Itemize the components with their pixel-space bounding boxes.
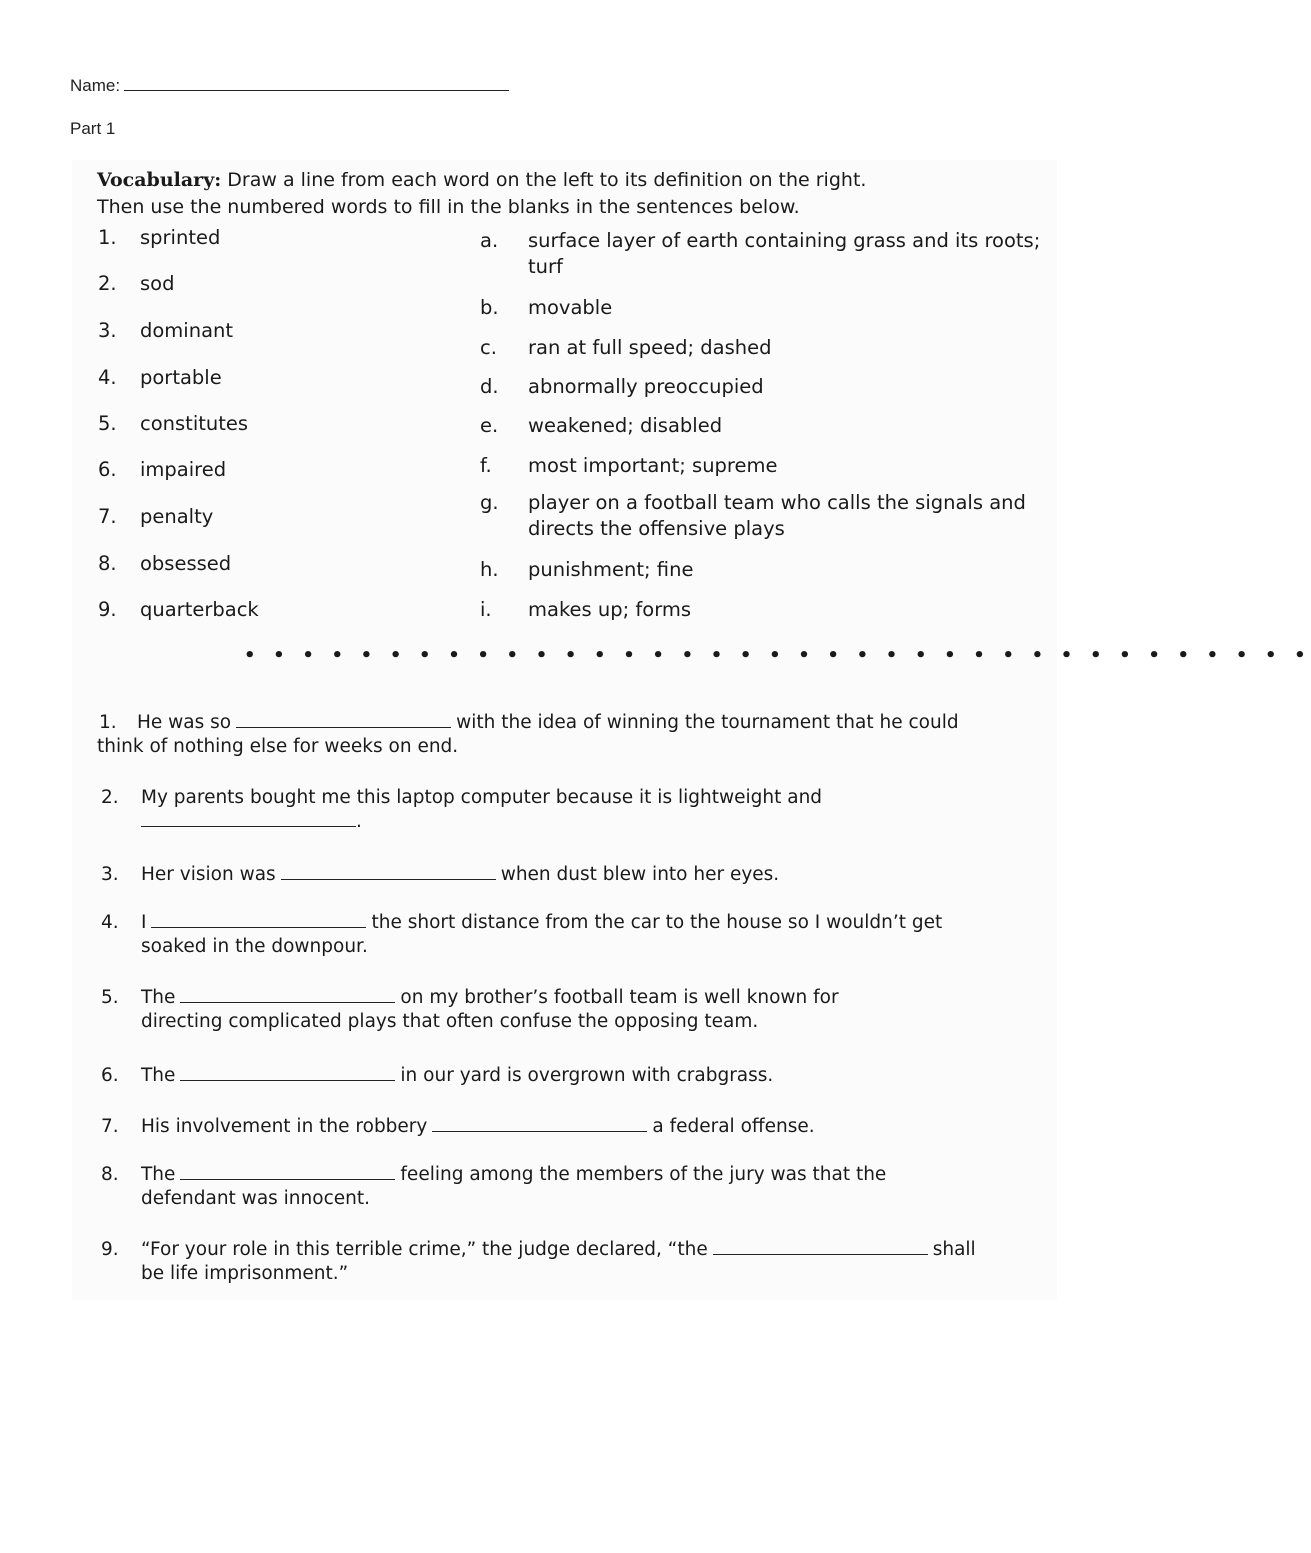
word-text: portable <box>140 366 222 389</box>
sentence-text-before: He was so <box>137 712 232 733</box>
definition-text: movable <box>528 296 613 319</box>
word-number: 7. <box>98 505 117 528</box>
sentence-continuation: be life imprisonment.” <box>141 1263 349 1284</box>
name-field <box>70 76 509 96</box>
sentence-text-after: a federal offense. <box>652 1116 815 1137</box>
sentence-text-after: with the idea of winning the tournament that he could <box>456 712 959 733</box>
answer-blank[interactable] <box>180 1066 395 1081</box>
sentence-text-before: The <box>141 1065 176 1086</box>
definition-item <box>480 490 1060 550</box>
sentence-text-after: when dust blew into her eyes. <box>500 864 780 885</box>
word-item <box>98 551 398 581</box>
answer-blank[interactable] <box>432 1117 647 1132</box>
word-item <box>98 271 398 301</box>
sentence-item <box>101 1163 1061 1215</box>
sentence-number: 1. <box>99 712 117 733</box>
sentence-text-before: My parents bought me this laptop computer because it is lightweight and <box>141 787 823 808</box>
sentence-number: 7. <box>101 1116 119 1137</box>
sentence-continuation: defendant was innocent. <box>141 1188 370 1209</box>
sentence-number: 3. <box>101 864 119 885</box>
sentence-item <box>101 786 1061 838</box>
definition-letter: e. <box>480 414 499 437</box>
sentence-item <box>101 1115 1061 1167</box>
sentence-number: 2. <box>101 787 119 808</box>
word-number: 2. <box>98 272 117 295</box>
sentence-text-before: The <box>141 1164 176 1185</box>
word-number: 1. <box>98 226 117 249</box>
word-text: sod <box>140 272 175 295</box>
sentence-number: 9. <box>101 1239 119 1260</box>
definition-text: weakened; disabled <box>528 414 723 437</box>
answer-blank[interactable] <box>281 865 496 880</box>
answer-blank[interactable] <box>151 913 366 928</box>
definition-letter: f. <box>480 454 492 477</box>
name-blank-line[interactable] <box>124 76 509 91</box>
sentence-number: 4. <box>101 912 119 933</box>
word-item <box>98 457 398 487</box>
word-text: quarterback <box>140 598 259 621</box>
sentence-item <box>101 986 1061 1038</box>
definition-text: player on a football team who calls the signals and directs the offensive plays <box>528 491 1026 540</box>
answer-blank[interactable] <box>713 1240 928 1255</box>
part-label: Part 1 <box>70 119 116 138</box>
instructions <box>97 167 866 221</box>
instructions-bold-label: Vocabulary: <box>97 169 222 191</box>
answer-blank[interactable] <box>180 1165 395 1180</box>
sentence-text-after: feeling among the members of the jury was that the <box>400 1164 887 1185</box>
sentence-continuation: directing complicated plays that often confuse the opposing team. <box>141 1011 759 1032</box>
sentence-number: 5. <box>101 987 119 1008</box>
definition-letter: d. <box>480 375 499 398</box>
sentence-text-before: Her vision was <box>141 864 276 885</box>
sentence-item <box>101 1238 1061 1290</box>
answer-blank[interactable] <box>236 713 451 728</box>
sentence-continuation: think of nothing else for weeks on end. <box>97 736 459 757</box>
definition-text: ran at full speed; dashed <box>528 336 772 359</box>
sentence-text-before: “For your role in this terrible crime,” the judge declared, “the <box>141 1239 708 1260</box>
sentence-item <box>101 1064 1061 1116</box>
word-number: 9. <box>98 598 117 621</box>
sentence-item <box>99 711 1059 763</box>
definition-letter: h. <box>480 558 499 581</box>
word-item <box>98 225 398 255</box>
sentence-text-after: . <box>356 811 362 832</box>
sentence-text-after: shall <box>932 1239 976 1260</box>
definition-item <box>480 228 1060 288</box>
sentence-item <box>101 911 1061 963</box>
word-item <box>98 318 398 348</box>
definition-letter: a. <box>480 229 499 252</box>
definition-text: abnormally preoccupied <box>528 375 764 398</box>
sentence-continuation: soaked in the downpour. <box>141 936 368 957</box>
definition-text: most important; supreme <box>528 454 778 477</box>
word-number: 5. <box>98 412 117 435</box>
sentence-text-after: in our yard is overgrown with crabgrass. <box>400 1065 774 1086</box>
sentence-text-after: the short distance from the car to the house so I wouldn’t get <box>371 912 943 933</box>
sentence-text-before: The <box>141 987 176 1008</box>
definition-letter: i. <box>480 598 492 621</box>
word-text: sprinted <box>140 226 221 249</box>
word-item <box>98 411 398 441</box>
answer-blank[interactable] <box>141 812 356 827</box>
instructions-line-1: Draw a line from each word on the left to its definition on the right. <box>227 169 867 191</box>
word-text: dominant <box>140 319 234 342</box>
definition-letter: c. <box>480 336 497 359</box>
sentence-text-before: His involvement in the robbery <box>141 1116 428 1137</box>
name-label: Name: <box>70 76 121 95</box>
instructions-line-2: Then use the numbered words to fill in the blanks in the sentences below. <box>97 196 800 218</box>
sentence-item <box>101 863 1061 915</box>
word-number: 3. <box>98 319 117 342</box>
definition-text: makes up; forms <box>528 598 692 621</box>
answer-blank[interactable] <box>180 988 395 1003</box>
sentence-text-after: on my brother’s football team is well known for <box>400 987 839 1008</box>
word-item <box>98 365 398 395</box>
word-text: constitutes <box>140 412 249 435</box>
word-item <box>98 597 398 627</box>
word-text: impaired <box>140 458 227 481</box>
dotted-separator: • • • • • • • • • • • • • • • • • • • • • • • • • • • • • • • • • • • • • <box>244 645 1311 666</box>
definition-letter: b. <box>480 296 499 319</box>
word-item <box>98 504 398 534</box>
word-text: penalty <box>140 505 214 528</box>
definition-text: surface layer of earth containing grass and its roots; turf <box>528 229 1041 278</box>
word-text: obsessed <box>140 552 232 575</box>
definition-text: punishment; fine <box>528 558 694 581</box>
sentence-number: 6. <box>101 1065 119 1086</box>
word-number: 8. <box>98 552 117 575</box>
sentence-number: 8. <box>101 1164 119 1185</box>
definition-letter: g. <box>480 491 499 514</box>
word-number: 4. <box>98 366 117 389</box>
word-number: 6. <box>98 458 117 481</box>
sentence-text-before: I <box>141 912 147 933</box>
